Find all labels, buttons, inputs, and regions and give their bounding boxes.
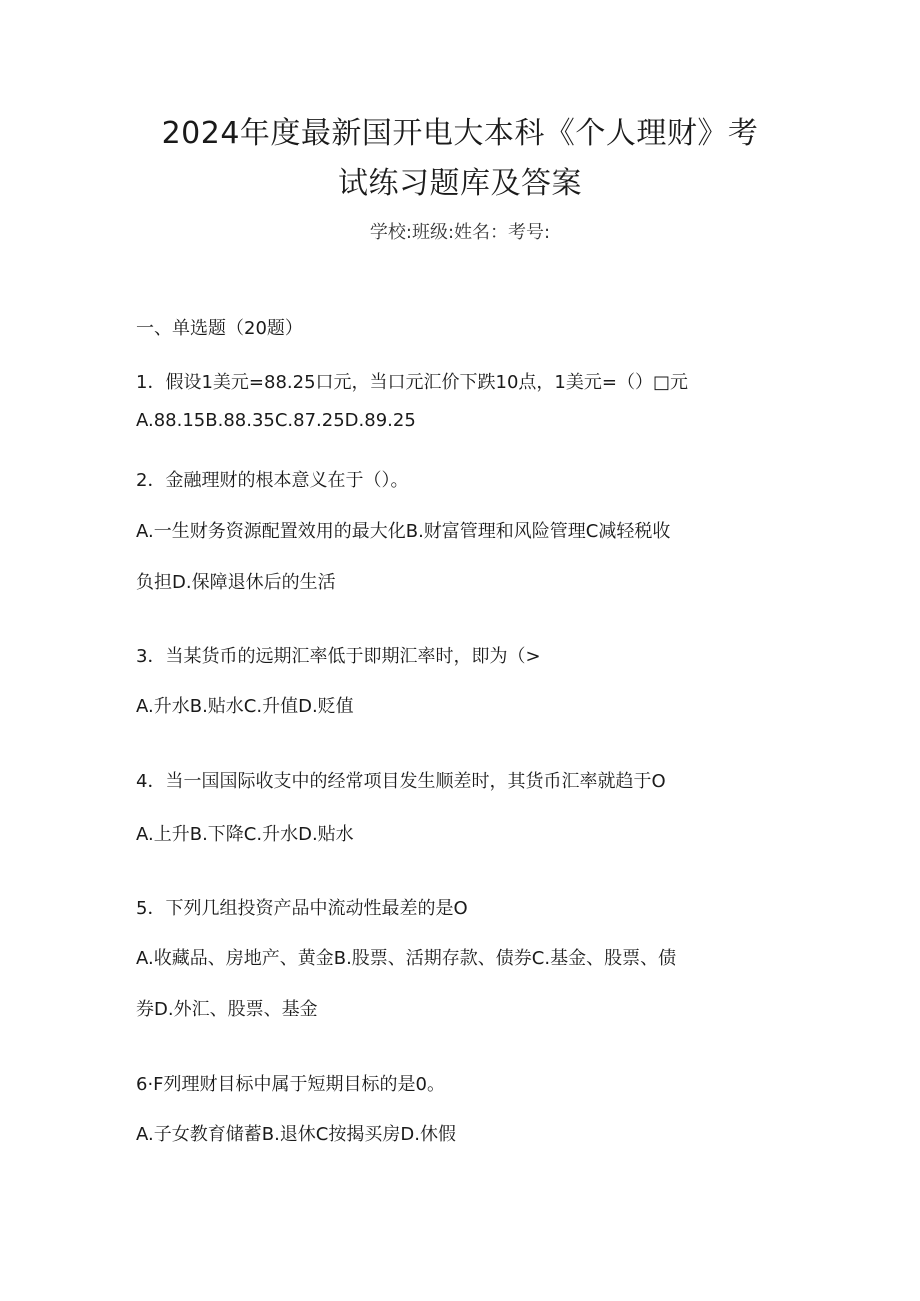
question-6: 6·F列理财目标中属于短期目标的是0。 xyxy=(136,1074,445,1095)
section-heading: 一、单选题（20题） xyxy=(136,318,303,339)
question-3-options: A.升水B.贴水C.升值D.贬值 xyxy=(136,696,354,717)
question-4: 4．当一国国际收支中的经常项目发生顺差时，其货币汇率就趋于O xyxy=(136,771,666,792)
document-title-line-1: 2024年度最新国开电大本科《个人理财》考 xyxy=(161,116,759,151)
student-info-line: 学校:班级:姓名：考号: xyxy=(369,222,551,243)
question-2-options-line-2: 负担D.保障退休后的生活 xyxy=(136,572,336,593)
question-1: 1．假设1美元=88.25口元，当口元汇价下跌10点，1美元=（）□元 xyxy=(136,372,688,393)
question-4-options: A.上升B.下降C.升水D.贴水 xyxy=(136,824,354,845)
question-5-options-line-2: 券D.外汇、股票、基金 xyxy=(136,999,318,1020)
question-3: 3．当某货币的远期汇率低于即期汇率时，即为（> xyxy=(136,646,541,667)
question-6-options: A.子女教育储蓄B.退休C按揭买房D.休假 xyxy=(136,1124,456,1145)
question-2-options-line-1: A.一生财务资源配置效用的最大化B.财富管理和风险管理C减轻税收 xyxy=(136,521,671,542)
question-2: 2．金融理财的根本意义在于（）。 xyxy=(136,470,409,491)
question-5-options-line-1: A.收藏品、房地产、黄金B.股票、活期存款、债券C.基金、股票、债 xyxy=(136,948,677,969)
question-1-options: A.88.15B.88.35C.87.25D.89.25 xyxy=(136,410,416,431)
question-5: 5．下列几组投资产品中流动性最差的是O xyxy=(136,898,468,919)
document-title-line-2: 试练习题库及答案 xyxy=(338,166,582,201)
